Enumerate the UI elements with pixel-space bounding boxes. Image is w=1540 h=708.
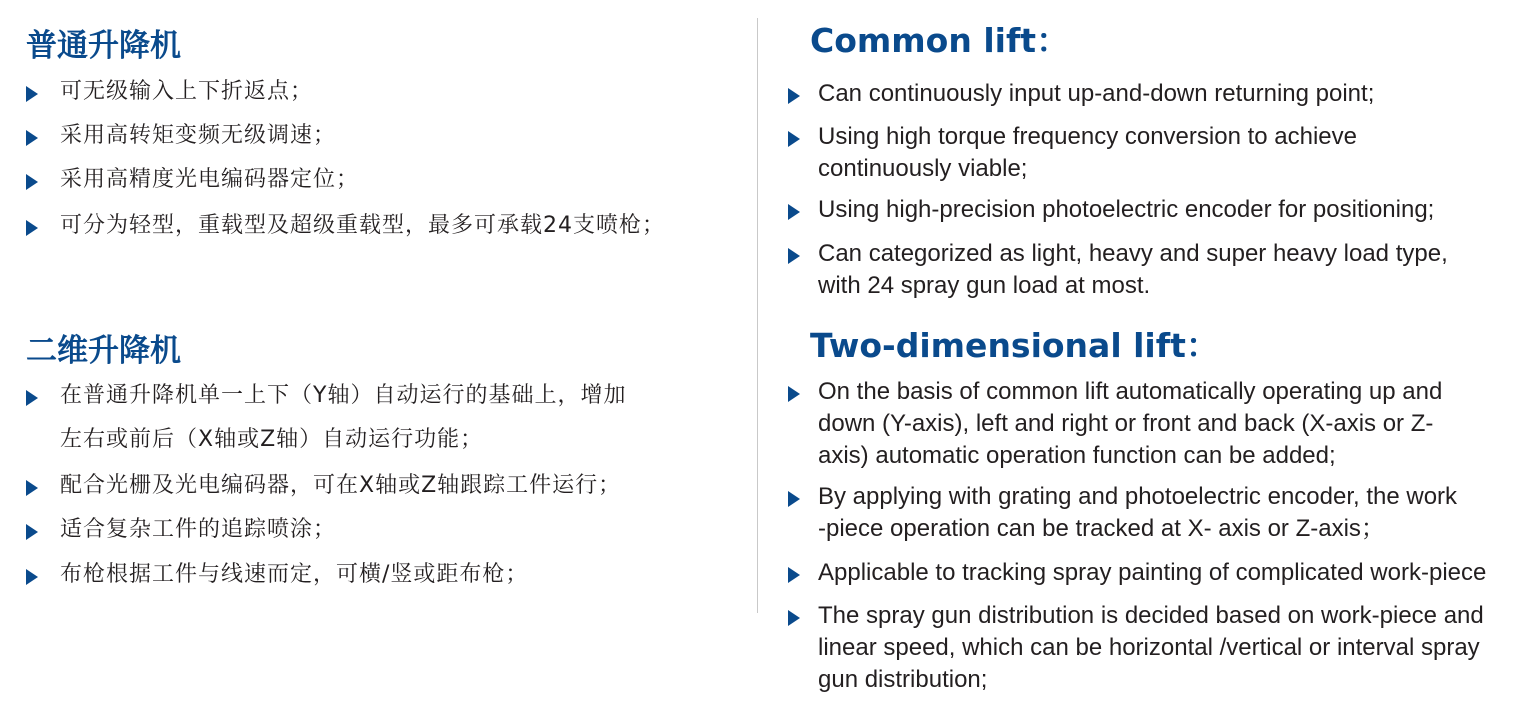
list-item-text: 布枪根据工件与线速而定，可横/竖或距布枪； [60, 562, 529, 587]
list-item [788, 604, 1484, 696]
list-item-text [60, 374, 626, 462]
bullet-arrow-icon [26, 390, 38, 406]
bullet-arrow-icon [788, 567, 800, 583]
bullet-arrow-icon [26, 524, 38, 540]
list-item [26, 124, 336, 158]
list-item-line: 左右或前后（X轴或Z轴）自动运行功能； [60, 427, 484, 452]
list-item-text [818, 481, 1457, 545]
list-item-text [818, 376, 1442, 472]
two-dimensional-lift-title-zh: 二维升降机 [26, 333, 181, 369]
list-item [26, 80, 313, 114]
list-item-line: Can continuously input up-and-down returning point; [818, 80, 1375, 107]
bullet-arrow-icon [26, 220, 38, 236]
bullet-arrow-icon [788, 491, 800, 507]
list-item-text [818, 78, 1374, 110]
list-item-line: continuously viable; [818, 155, 1028, 182]
bullet-arrow-icon [26, 130, 38, 146]
list-item-line: gun distribution; [818, 666, 988, 693]
list-item-text: 采用高转矩变频无级调速； [60, 123, 337, 148]
list-item [26, 214, 665, 248]
list-item-text [818, 557, 1486, 589]
list-item-line: 在普通升降机单一上下（Y轴）自动运行的基础上，增加 [60, 383, 627, 408]
list-item-line: linear speed, which can be horizontal /vertical or interval spray [818, 634, 1480, 661]
list-item [26, 518, 336, 552]
list-item-text: 配合光栅及光电编码器，可在X轴或Z轴跟踪工件运行； [60, 473, 622, 498]
list-item [26, 384, 626, 462]
list-item-text: 可分为轻型，重载型及超级重载型，最多可承载24支喷枪； [60, 213, 665, 238]
list-item [788, 125, 1357, 185]
list-item-line: By applying with grating and photoelectric encoder, the work [818, 483, 1458, 510]
list-item [788, 198, 1434, 226]
two-dimensional-lift-title-en: Two-dimensional lift： [810, 326, 1219, 365]
common-lift-title-en: Common lift： [810, 21, 1070, 60]
list-item-text [818, 121, 1357, 185]
bullet-arrow-icon [788, 204, 800, 220]
bullet-arrow-icon [26, 569, 38, 585]
list-item-text: 采用高精度光电编码器定位； [60, 167, 360, 192]
list-item-text [818, 194, 1434, 226]
list-item [26, 474, 621, 508]
list-item [788, 485, 1457, 545]
list-item-line: down (Y-axis), left and right or front and back (X-axis or Z- [818, 410, 1434, 437]
bullet-arrow-icon [26, 480, 38, 496]
bullet-arrow-icon [26, 86, 38, 102]
list-item-line: Can categorized as light, heavy and super heavy load type, [818, 240, 1448, 267]
list-item [788, 561, 1486, 589]
column-divider [757, 18, 758, 613]
list-item-line: Applicable to tracking spray painting of complicated work-piece [818, 559, 1487, 586]
list-item-text: 适合复杂工件的追踪喷涂； [60, 517, 337, 542]
list-item-text [818, 238, 1448, 302]
bullet-arrow-icon [788, 610, 800, 626]
common-lift-title-zh: 普通升降机 [26, 28, 181, 64]
list-item-line: On the basis of common lift automatically operating up and [818, 378, 1443, 405]
list-item-line: axis) automatic operation function can be added; [818, 442, 1336, 469]
list-item [788, 82, 1374, 110]
bullet-arrow-icon [788, 386, 800, 402]
list-item-line: Using high torque frequency conversion to achieve [818, 123, 1357, 150]
list-item-line: with 24 spray gun load at most. [818, 272, 1151, 299]
bullet-arrow-icon [788, 131, 800, 147]
list-item-text: 可无级输入上下折返点； [60, 79, 314, 104]
bullet-arrow-icon [788, 88, 800, 104]
list-item-line: Using high-precision photoelectric encoder for positioning; [818, 196, 1435, 223]
bullet-arrow-icon [788, 248, 800, 264]
list-item [26, 168, 359, 202]
list-item [26, 563, 528, 597]
list-item [788, 242, 1448, 302]
list-item-text [818, 600, 1484, 696]
list-item [788, 380, 1442, 472]
list-item-line: -piece operation can be tracked at X- axis or Z-axis； [818, 515, 1385, 542]
bullet-arrow-icon [26, 174, 38, 190]
list-item-line: The spray gun distribution is decided based on work-piece and [818, 602, 1484, 629]
